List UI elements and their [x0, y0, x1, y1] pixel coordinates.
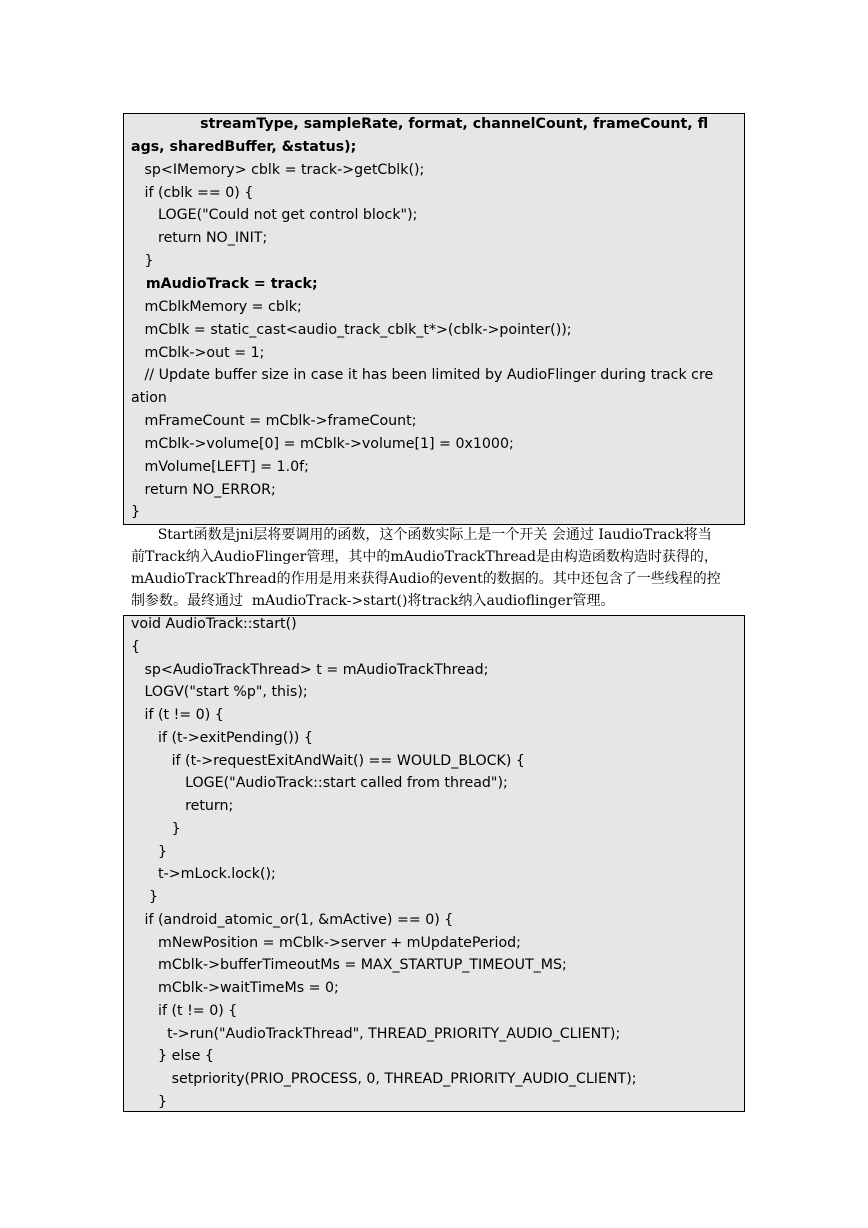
code-line: } else { [131, 1048, 214, 1065]
code-line: mAudioTrack = track; [131, 275, 318, 292]
code-line: LOGV("start %p", this); [131, 684, 308, 701]
code-line: void AudioTrack::start() [131, 616, 297, 632]
code-line: return; [131, 798, 234, 814]
code-line: } [131, 843, 168, 860]
code-line: mFrameCount = mCblk->frameCount; [131, 413, 417, 430]
code-line: mCblk->waitTimeMs = 0; [131, 980, 339, 996]
code-line: } [131, 253, 154, 270]
code-line: LOGE("Could not get control block"); [131, 207, 418, 224]
code-line: } [131, 820, 181, 837]
paragraph-line: 制参数。最终通过 mAudioTrack->start()将track纳入audioflinger管理。 [131, 593, 615, 609]
code-line: streamType, sampleRate, format, channelCount, frameCount, fl [131, 116, 709, 132]
code-line: } [131, 504, 141, 521]
code-line: if (android_atomic_or(1, &mActive) == 0) { [131, 911, 454, 928]
code-line: mCblk->volume[0] = mCblk->volume[1] = 0x1000; [131, 435, 514, 452]
code-line: mNewPosition = mCblk->server + mUpdatePeriod; [131, 934, 521, 951]
code-line: mCblk = static_cast<audio_track_cblk_t*>(cblk->pointer()); [131, 321, 572, 338]
code-line: return NO_ERROR; [131, 481, 276, 498]
code-line: t->mLock.lock(); [131, 866, 276, 883]
code-line: mCblk->out = 1; [131, 344, 265, 361]
code-line: mVolume[LEFT] = 1.0f; [131, 458, 309, 475]
code-line: setpriority(PRIO_PROCESS, 0, THREAD_PRIORITY_AUDIO_CLIENT); [131, 1071, 637, 1087]
code-line: mCblkMemory = cblk; [131, 298, 302, 315]
code-line: if (t != 0) { [131, 1002, 238, 1019]
code-line: if (t->requestExitAndWait() == WOULD_BLOCK) { [131, 752, 525, 769]
code-line: sp<IMemory> cblk = track->getCblk(); [131, 161, 425, 178]
code-line: LOGE("AudioTrack::start called from thread"); [131, 775, 508, 792]
code-line: ags, sharedBuffer, &status); [131, 138, 357, 155]
code-block-start-function [123, 615, 745, 1112]
code-line: t->run("AudioTrackThread", THREAD_PRIORITY_AUDIO_CLIENT); [131, 1025, 621, 1042]
code-block-set-function [123, 113, 745, 525]
code-line: mCblk->bufferTimeoutMs = MAX_STARTUP_TIMEOUT_MS; [131, 957, 567, 974]
code-line: return NO_INIT; [131, 230, 268, 247]
paragraph-line: 前Track纳入AudioFlinger管理，其中的mAudioTrackThread是由构造函数构造时获得的， [131, 549, 718, 565]
paragraph-line: mAudioTrackThread的作用是用来获得Audio的event的数据的。其中还包含了一些线程的控 [131, 571, 721, 587]
code-line: if (cblk == 0) { [131, 184, 254, 201]
code-line: // Update buffer size in case it has been limited by AudioFlinger during track cre [131, 367, 714, 384]
paragraph-line: Start函数是jni层将要调用的函数，这个函数实际上是一个开关 会通过 IaudioTrack将当 [131, 527, 712, 543]
code-line: if (t->exitPending()) { [131, 729, 313, 746]
code-line: { [131, 638, 141, 655]
code-line: sp<AudioTrackThread> t = mAudioTrackThread; [131, 661, 489, 678]
code-line: if (t != 0) { [131, 707, 224, 723]
code-line: } [131, 1093, 168, 1110]
code-line: } [131, 889, 159, 905]
code-line: ation [131, 390, 167, 407]
